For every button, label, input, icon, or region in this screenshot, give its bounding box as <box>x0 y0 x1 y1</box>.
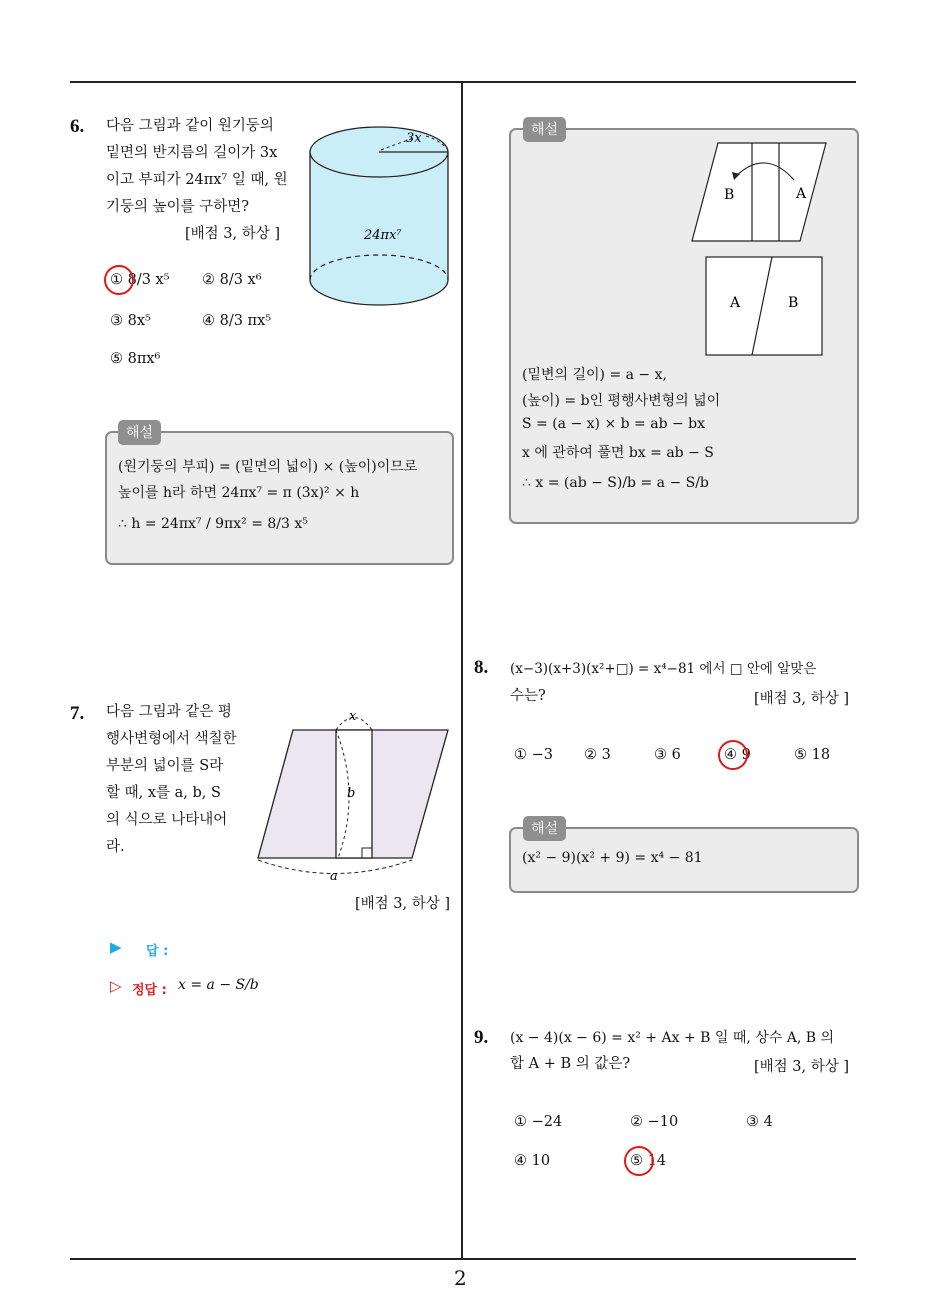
q7-answer-label: 답 : <box>146 944 169 959</box>
q8-choice-3[interactable]: ③ 6 <box>654 747 681 763</box>
q9-choice-4[interactable]: ④ 10 <box>514 1153 551 1169</box>
q7-sol-fig-A-top: A <box>796 186 807 202</box>
q8-solution-tag: 해설 <box>523 816 566 841</box>
q9-choice-2[interactable]: ② −10 <box>630 1114 679 1130</box>
q6-solution-line: 높이를 h라 하면 24πx⁷ = π (3x)² × h <box>118 485 360 501</box>
q6-line: 기둥의 높이를 구하면? <box>106 199 250 215</box>
q7-line: 부분의 넓이를 S라 <box>106 758 224 774</box>
q6-choice-2[interactable]: ② 8/3 x⁶ <box>202 272 262 288</box>
q8-text-line1: (x−3)(x+3)(x²+□) = x⁴−81 에서 □ 안에 알맞은 <box>510 661 817 677</box>
q7-solution-line: (높이) = b인 평행사변형의 넓이 <box>522 393 721 409</box>
q6-score: [배점 3, 하상 ] <box>185 226 281 242</box>
q7-solution-line: S = (a − x) × b = ab − bx <box>522 416 706 432</box>
q7-correct-label: 정답 : <box>132 983 167 998</box>
q7-line: 행사변형에서 색칠한 <box>106 731 237 747</box>
q7-solution-line: (밑변의 길이) = a − x, <box>522 367 667 383</box>
q6-solution-line: ∴ h = 24πx⁷ / 9πx² = 8/3 x⁵ <box>118 516 308 532</box>
q7-label-x: x <box>349 709 357 724</box>
q6-choice-1[interactable]: ① 8/3 x⁵ <box>110 272 170 288</box>
q7-sol-fig-B-bottom: B <box>788 295 799 311</box>
q9-choice-3[interactable]: ③ 4 <box>746 1114 773 1130</box>
q6-choice-5[interactable]: ⑤ 8πx⁶ <box>110 351 161 367</box>
q6-mark-circle <box>104 265 134 295</box>
q6-text <box>106 113 296 221</box>
q9-text-line1: (x − 4)(x − 6) = x² + Ax + B 일 때, 상수 A, B 의 <box>510 1030 835 1046</box>
q7-line: 다음 그림과 같은 평 <box>106 704 232 720</box>
q8-solution-line: (x² − 9)(x² + 9) = x⁴ − 81 <box>522 850 703 866</box>
q6-line: 밑면의 반지름의 길이가 3x <box>106 145 278 161</box>
q7-sol-fig-B-top: B <box>724 187 735 203</box>
q6-number: 6. <box>70 116 85 137</box>
q7-solution-tag: 해설 <box>523 117 566 142</box>
q7-solution-line: ∴ x = (ab − S)/b = a − S/b <box>522 475 709 491</box>
top-rule <box>70 81 856 83</box>
q6-radius-label: 3x <box>406 131 422 146</box>
bottom-rule <box>70 1258 856 1260</box>
q8-mark-circle <box>718 740 748 770</box>
q9-number: 9. <box>474 1027 489 1048</box>
q9-text-line2: 합 A + B 의 값은? <box>510 1056 631 1072</box>
q7-parallelogram-figure <box>256 705 456 885</box>
q8-number: 8. <box>474 657 489 678</box>
q6-solution-line: (원기둥의 부피) = (밑면의 넓이) × (높이)이므로 <box>118 459 418 475</box>
q6-line: 이고 부피가 24πx⁷ 일 때, 원 <box>106 172 288 188</box>
q6-cylinder-figure <box>302 120 462 342</box>
q9-score: [배점 3, 하상 ] <box>754 1059 850 1075</box>
q8-score: [배점 3, 하상 ] <box>754 691 850 707</box>
q6-choice-4[interactable]: ④ 8/3 πx⁵ <box>202 313 272 329</box>
q7-text <box>106 699 244 861</box>
q8-choice-5[interactable]: ⑤ 18 <box>794 747 831 763</box>
q7-correct-value: x = a − S/b <box>178 977 259 993</box>
q6-line: 다음 그림과 같이 원기둥의 <box>106 118 274 134</box>
q6-choice-3[interactable]: ③ 8x⁵ <box>110 313 151 329</box>
q7-label-a: a <box>330 869 338 884</box>
q7-solution-line: x 에 관하여 풀면 bx = ab − S <box>522 445 714 461</box>
q8-text-line2: 수는? <box>510 688 546 704</box>
q6-volume-label: 24πx⁷ <box>364 228 402 243</box>
q7-solution-figure <box>690 140 830 360</box>
q6-solution-tag: 해설 <box>118 420 161 445</box>
q8-choice-1[interactable]: ① −3 <box>514 747 553 763</box>
q7-line: 라. <box>106 839 125 855</box>
q7-answer-arrow-icon: ▶ <box>110 938 122 956</box>
q7-label-b: b <box>347 786 356 801</box>
page-number: 2 <box>454 1266 467 1290</box>
q9-choice-1[interactable]: ① −24 <box>514 1114 563 1130</box>
q7-number: 7. <box>70 703 85 724</box>
q7-sol-fig-A-bottom: A <box>730 295 741 311</box>
q9-mark-circle <box>624 1146 654 1176</box>
q9-choice-5[interactable]: ⑤ 14 <box>630 1153 667 1169</box>
q7-correct-arrow-icon: ▷ <box>110 977 122 995</box>
q7-line: 의 식으로 나타내어 <box>106 812 228 828</box>
q8-choice-2[interactable]: ② 3 <box>584 747 611 763</box>
q7-score: [배점 3, 하상 ] <box>355 896 451 912</box>
q7-line: 할 때, x를 a, b, S <box>106 785 221 801</box>
q8-choice-4[interactable]: ④ 9 <box>724 747 751 763</box>
